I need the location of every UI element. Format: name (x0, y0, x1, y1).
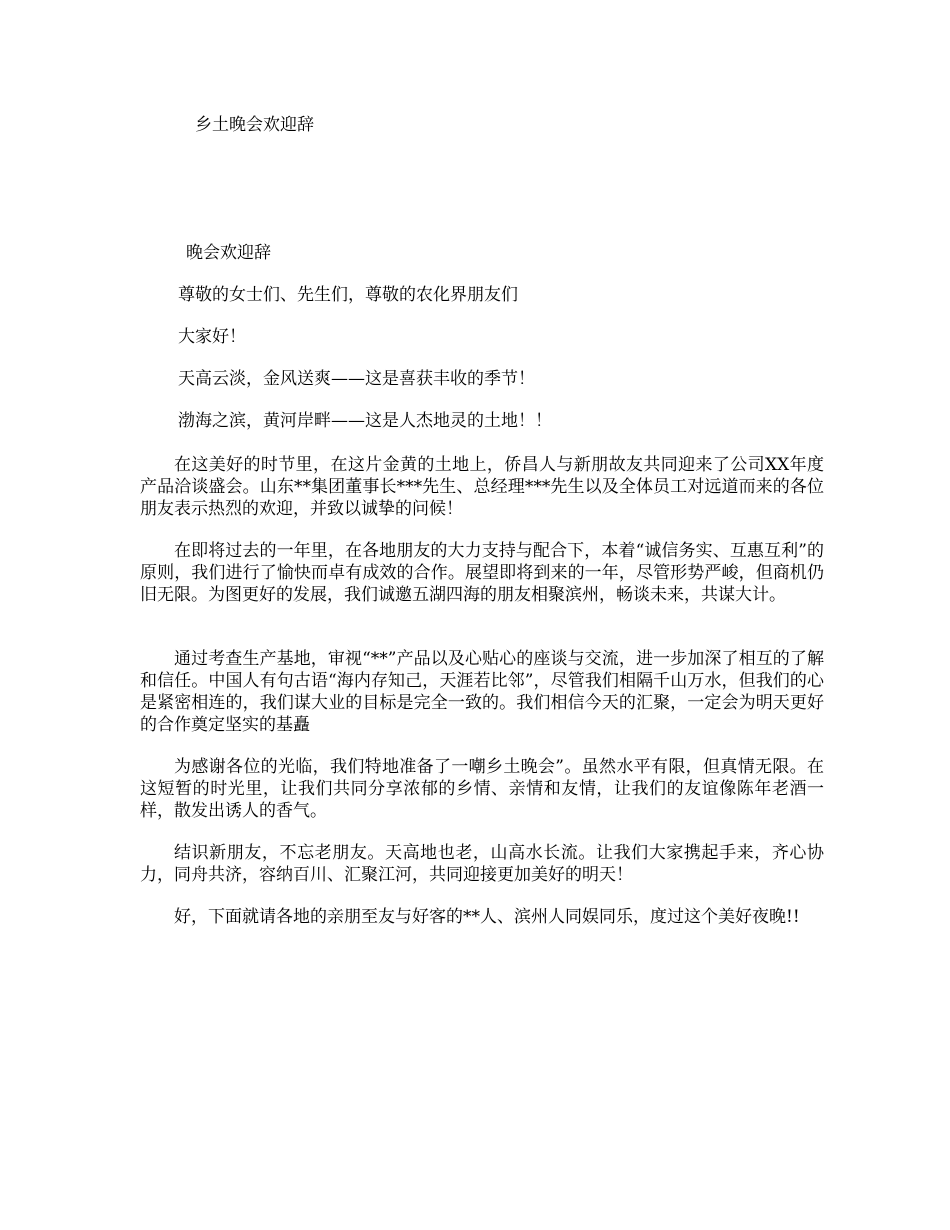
paragraph-evening: 为感谢各位的光临，我们特地准备了一嘲乡土晚会”。虽然水平有限，但真情无限。在这短暂的时光里，让我们共同分享浓郁的乡情、亲情和友情，让我们的友谊像陈年老酒一样，散发出诱人的香气。 (140, 757, 824, 821)
paragraph-friendship: 结识新朋友，不忘老朋友。天高地也老，山高水长流。让我们大家携起手来，齐心协力，同舟共济，容纳百川、汇聚江河，共同迎接更加美好的明天！ (140, 843, 824, 885)
poetic-line-1: 天高云淡，金风送爽——这是喜获丰收的季节！ (178, 369, 535, 389)
paragraph-closing: 好，下面就请各地的亲朋至友与好客的**人、滨州人同娱同乐，度过这个美好夜晚!! (174, 907, 800, 927)
paragraph-welcome: 在这美好的时节里，在这片金黄的土地上，侨昌人与新朋故友共同迎来了公司XX年度产品洽谈盛会。山东**集团董事长***先生、总经理***先生以及全体员工对远道而来的各位朋友表示热烈的欢迎，并致以诚挚的问候！ (140, 455, 824, 519)
salutation-line: 尊敬的女士们、先生们，尊敬的农化界朋友们 (178, 285, 518, 305)
paragraph-cooperation: 在即将过去的一年里，在各地朋友的大力支持与配合下，本着“诚信务实、互惠互利”的原则，我们进行了愉快而卓有成效的合作。展望即将到来的一年，尽管形势严峻，但商机仍旧无限。为图更好的发展，我们诚邀五湖四海的朋友相聚滨州，畅谈未来，共谋大计。 (140, 541, 824, 605)
paragraph-trust: 通过考查生产基地，审视“**”产品以及心贴心的座谈与交流，进一步加深了相互的了解和信任。中国人有句古语“海内存知己，天涯若比邻”，尽管我们相隔千山万水，但我们的心是紧密相连的，我们谋大业的目标是完全一致的。我们相信今天的汇聚，一定会为明天更好的合作奠定坚实的基矗 (140, 649, 824, 735)
document-subtitle: 晚会欢迎辞 (186, 243, 271, 263)
document-title: 乡土晚会欢迎辞 (195, 115, 314, 135)
poetic-line-2: 渤海之滨，黄河岸畔——这是人杰地灵的土地！！ (178, 411, 552, 431)
greeting-line: 大家好！ (178, 327, 246, 347)
